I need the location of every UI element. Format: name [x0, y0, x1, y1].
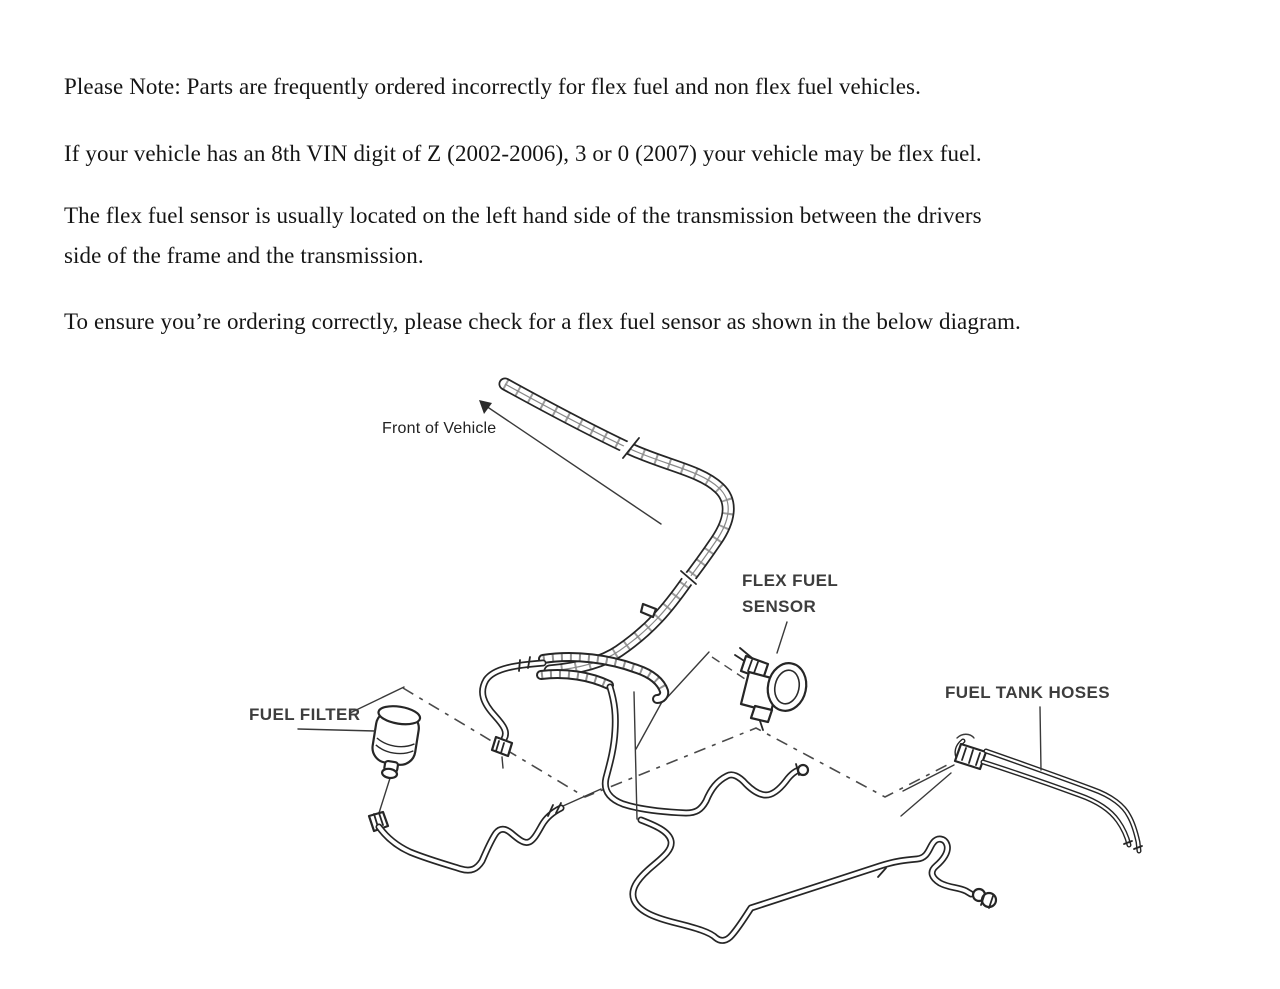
front-of-vehicle-label: Front of Vehicle	[382, 420, 497, 437]
sensor-leader-line	[777, 622, 787, 653]
line-clip	[641, 604, 656, 617]
flex-fuel-sensor-shape	[735, 648, 811, 730]
flex-fuel-sensor-label	[742, 568, 838, 620]
loop-hose	[483, 657, 543, 768]
filter-leader-line	[298, 729, 375, 731]
lower-left-fuel-hose	[369, 775, 601, 870]
vertical-connector-line	[634, 692, 637, 819]
main-fuel-line-bundle	[505, 384, 728, 671]
bottom-fuel-hose	[633, 820, 996, 940]
loop-hose-fitting	[492, 737, 512, 756]
fuel-filter-label: FUEL FILTER	[249, 705, 361, 724]
note-paragraph-1: Please Note: Parts are frequently ordered incorrectly for flex fuel and non flex fuel vehicles.	[64, 74, 921, 99]
note-paragraph-4: To ensure you’re ordering correctly, please check for a flex fuel sensor as shown in the below diagram.	[64, 309, 1021, 334]
note-paragraph-3-line-1: The flex fuel sensor is usually located on the left hand side of the transmission between the drivers	[64, 203, 982, 228]
fuel-tank-hoses-lines	[955, 734, 1142, 851]
flex-fuel-sensor-label-line1: FLEX FUEL	[742, 571, 839, 590]
fuel-filter-shape	[368, 703, 422, 781]
fuel-tank-hoses-label: FUEL TANK HOSES	[945, 683, 1110, 702]
fitting-cluster	[541, 657, 664, 699]
flex-fuel-sensor-label-line2: SENSOR	[742, 597, 817, 616]
note-paragraph-3-line-2: side of the frame and the transmission.	[64, 243, 424, 268]
tank-hoses-leader-line	[1040, 707, 1041, 770]
arrowhead	[479, 400, 492, 414]
note-paragraph-2: If your vehicle has an 8th VIN digit of Z (2002-2006), 3 or 0 (2007) your vehicle may be flex fuel.	[64, 141, 982, 166]
